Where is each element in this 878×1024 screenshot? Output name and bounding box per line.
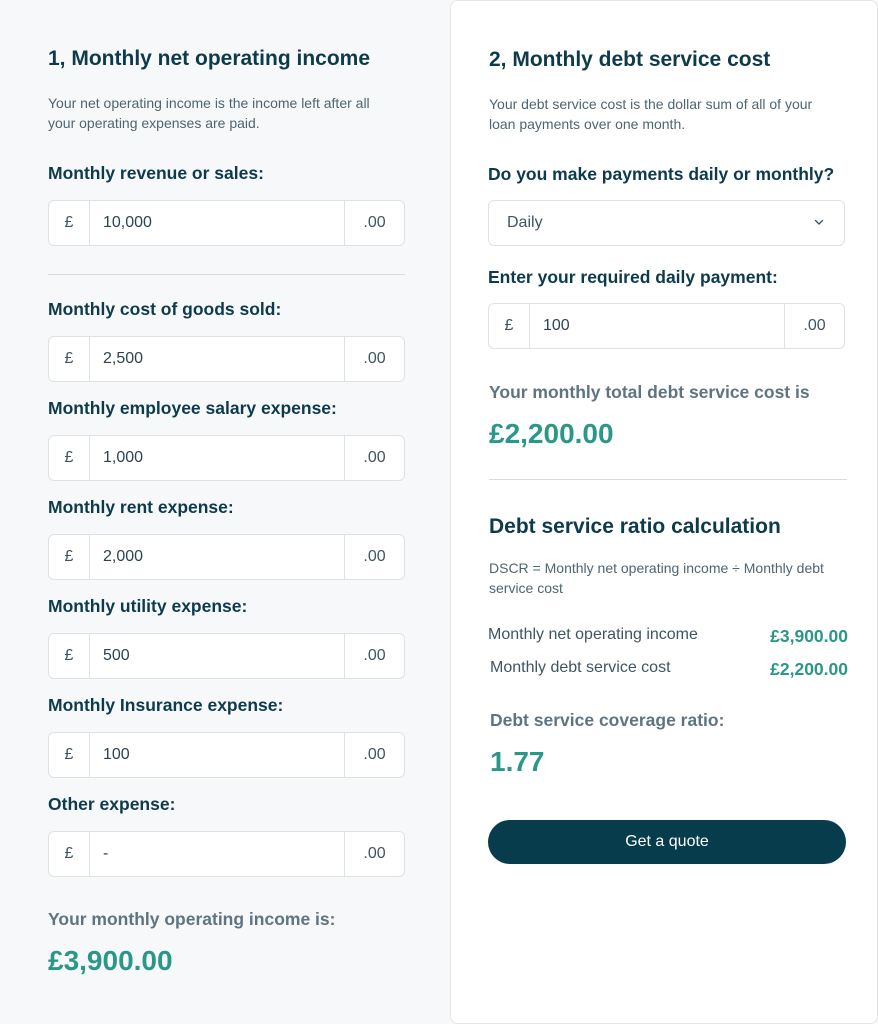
debt-section-title: 2, Monthly debt service cost	[489, 48, 771, 71]
income-divider	[48, 274, 405, 275]
insurance-field	[48, 732, 405, 778]
salary-label: Monthly employee salary expense:	[48, 398, 337, 418]
ratio-row-debt	[490, 659, 848, 680]
rent-input[interactable]	[90, 535, 344, 579]
currency-prefix: £	[49, 337, 90, 381]
currency-prefix: £	[49, 634, 90, 678]
debt-cost-label: Your monthly total debt service cost is	[489, 382, 810, 402]
payment-frequency-value: Daily	[507, 214, 543, 231]
coverage-ratio-value: 1.77	[490, 746, 545, 777]
ratio-row-label: Monthly debt service cost	[490, 659, 671, 676]
utility-label: Monthly utility expense:	[48, 596, 248, 616]
currency-prefix: £	[49, 535, 90, 579]
ratio-row-label: Monthly net operating income	[488, 626, 698, 643]
get-quote-button[interactable]: Get a quote	[488, 820, 846, 864]
utility-field	[48, 633, 405, 679]
currency-prefix: £	[489, 304, 530, 348]
debt-panel	[450, 0, 878, 1024]
cogs-input[interactable]	[90, 337, 344, 381]
utility-input[interactable]	[90, 634, 344, 678]
debt-divider	[489, 479, 847, 480]
salary-field	[48, 435, 405, 481]
debt-cost-value: £2,200.00	[489, 418, 614, 449]
chevron-down-icon	[812, 215, 826, 229]
ratio-section-title: Debt service ratio calculation	[489, 515, 781, 538]
ratio-formula: DSCR = Monthly net operating income ÷ Monthly debt service cost	[489, 560, 824, 596]
payment-frequency-select[interactable]	[488, 200, 845, 246]
income-description: Your net operating income is the income left after all your operating expenses are paid.	[48, 95, 370, 131]
operating-income-label: Your monthly operating income is:	[48, 909, 336, 929]
decimal-suffix: .00	[344, 337, 404, 381]
debt-description: Your debt service cost is the dollar sum of all of your loan payments over one month.	[489, 96, 813, 132]
currency-prefix: £	[49, 436, 90, 480]
decimal-suffix: .00	[344, 201, 404, 245]
ratio-row-value: £3,900.00	[770, 626, 848, 646]
currency-prefix: £	[49, 832, 90, 876]
rent-field	[48, 534, 405, 580]
daily-payment-input[interactable]	[530, 304, 784, 348]
decimal-suffix: .00	[344, 436, 404, 480]
decimal-suffix: .00	[344, 535, 404, 579]
insurance-label: Monthly Insurance expense:	[48, 695, 284, 715]
revenue-input[interactable]	[90, 201, 344, 245]
decimal-suffix: .00	[784, 304, 844, 348]
currency-prefix: £	[49, 201, 90, 245]
other-expense-input[interactable]	[90, 832, 344, 876]
ratio-row-income	[488, 626, 848, 647]
coverage-ratio-label: Debt service coverage ratio:	[490, 710, 725, 730]
other-expense-field	[48, 831, 405, 877]
revenue-field	[48, 200, 405, 246]
cogs-field	[48, 336, 405, 382]
currency-prefix: £	[49, 733, 90, 777]
insurance-input[interactable]	[90, 733, 344, 777]
income-section-title: 1, Monthly net operating income	[48, 47, 371, 70]
salary-input[interactable]	[90, 436, 344, 480]
daily-payment-field	[488, 303, 845, 349]
payment-frequency-label: Do you make payments daily or monthly?	[488, 164, 835, 184]
daily-payment-label: Enter your required daily payment:	[488, 267, 778, 287]
rent-label: Monthly rent expense:	[48, 497, 234, 517]
ratio-row-value: £2,200.00	[770, 659, 848, 679]
decimal-suffix: .00	[344, 634, 404, 678]
decimal-suffix: .00	[344, 733, 404, 777]
revenue-label: Monthly revenue or sales:	[48, 163, 264, 183]
cogs-label: Monthly cost of goods sold:	[48, 299, 282, 319]
decimal-suffix: .00	[344, 832, 404, 876]
other-expense-label: Other expense:	[48, 794, 176, 814]
operating-income-value: £3,900.00	[48, 945, 173, 976]
